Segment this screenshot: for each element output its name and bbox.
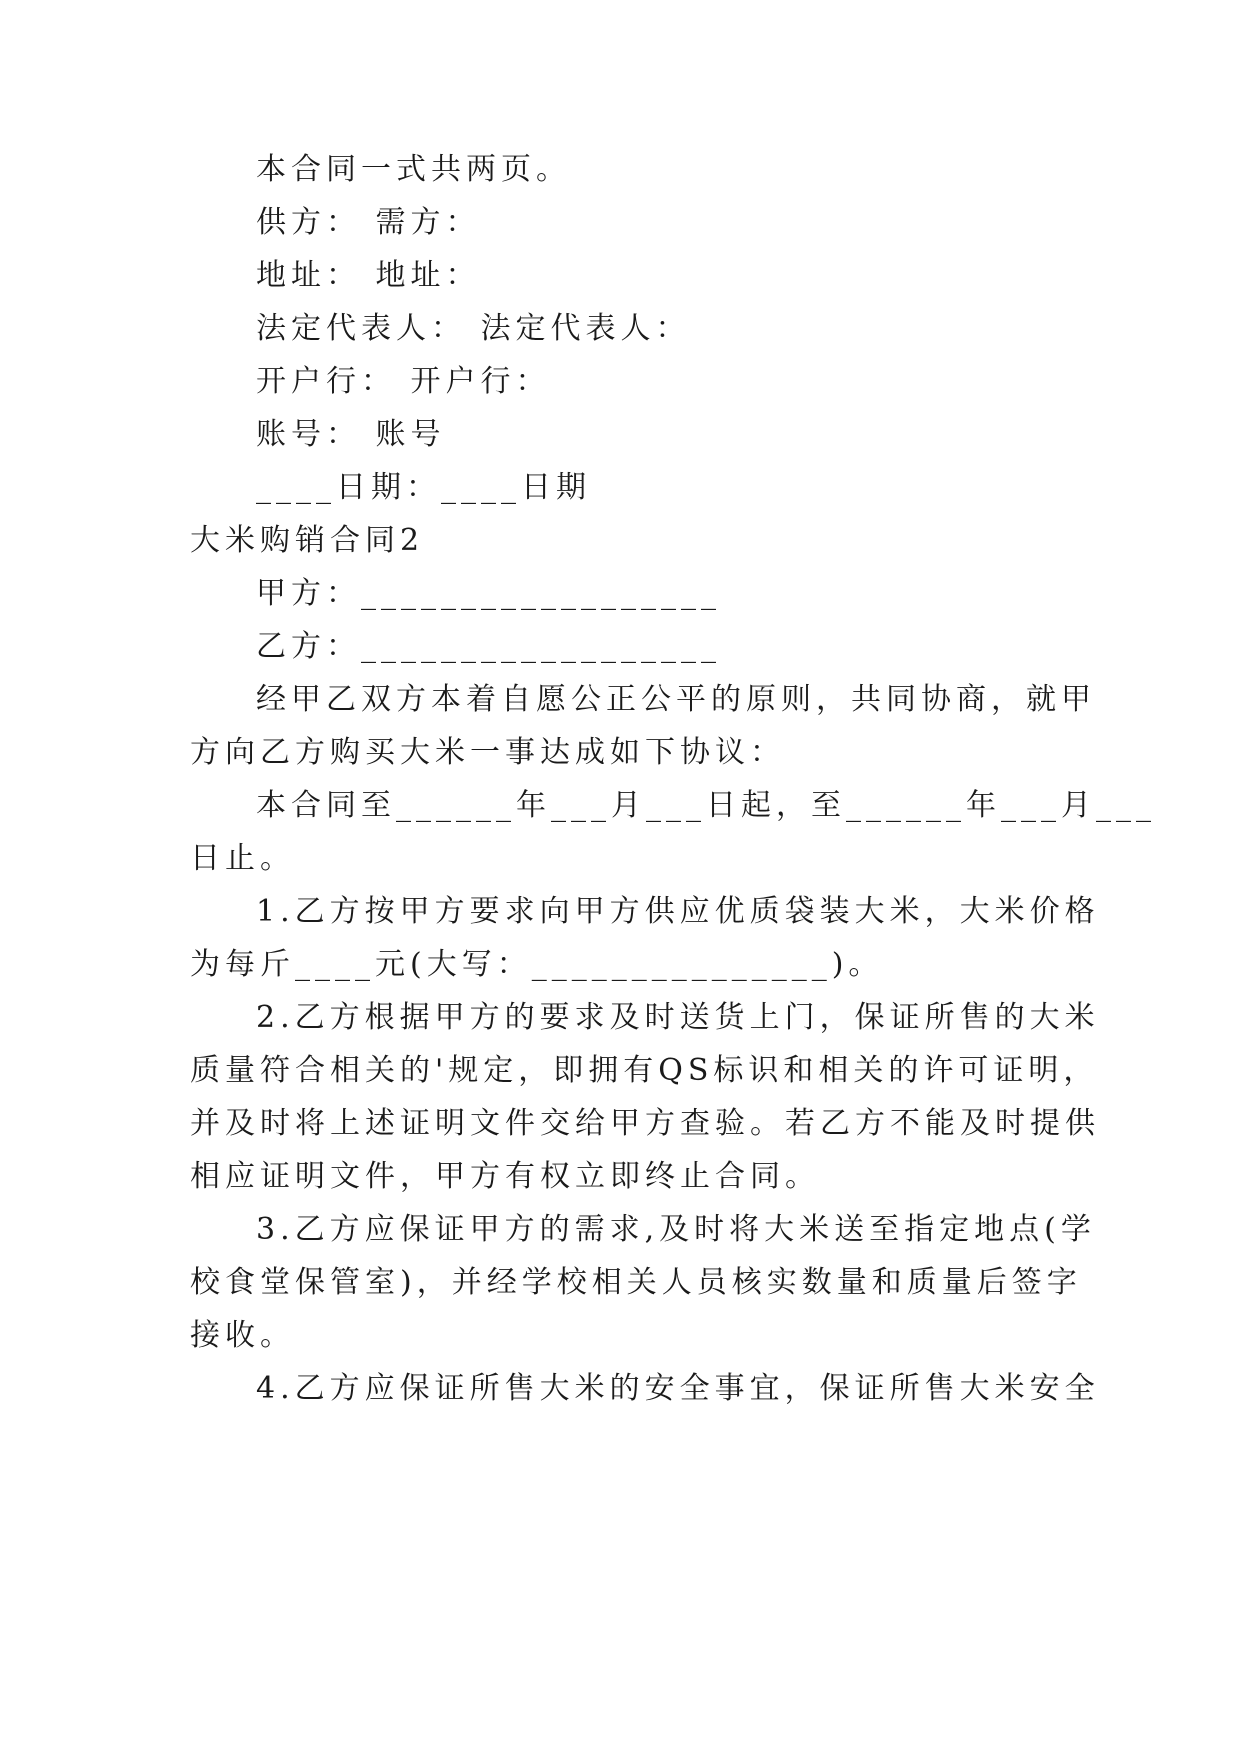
clause-2-line-1: 2.乙方根据甲方的要求及时送货上门，保证所售的大米	[256, 1000, 1100, 1035]
clause-1-line-1: 1.乙方按甲方要求向甲方供应优质袋装大米，大米价格	[256, 894, 1100, 929]
term-line-2: 日止。	[190, 841, 295, 876]
bank-line: 开户行： 开户行：	[256, 364, 551, 399]
account-line: 账号： 账号	[256, 417, 446, 452]
preamble-line-2: 方向乙方购买大米一事达成如下协议：	[190, 735, 785, 770]
clause-4-line-1: 4.乙方应保证所售大米的安全事宜，保证所售大米安全	[256, 1371, 1100, 1406]
address-line: 地址： 地址：	[256, 258, 481, 293]
clause-2-line-3: 并及时将上述证明文件交给甲方查验。若乙方不能及时提供	[190, 1106, 1100, 1141]
clause-2-line-2: 质量符合相关的'规定，即拥有QS标识和相关的许可证明，	[190, 1053, 1099, 1088]
party-a-line: 甲方：__________________	[256, 576, 721, 611]
contract-copies-note: 本合同一式共两页。	[256, 152, 571, 187]
party-b-line: 乙方：__________________	[256, 629, 721, 664]
date-line: ____日期：____日期	[256, 470, 591, 505]
clause-3-line-3: 接收。	[190, 1318, 295, 1353]
supplier-buyer-line: 供方： 需方：	[256, 205, 481, 240]
contract-title: 大米购销合同2	[190, 523, 425, 558]
clause-3-line-2: 校食堂保管室)，并经学校相关人员核实数量和质量后签字	[190, 1265, 1082, 1300]
legal-representative-line: 法定代表人： 法定代表人：	[256, 311, 691, 346]
clause-1-line-2: 为每斤____元(大写：_______________)。	[190, 947, 884, 982]
clause-3-line-1: 3.乙方应保证甲方的需求,及时将大米送至指定地点(学	[256, 1212, 1096, 1247]
clause-2-line-4: 相应证明文件，甲方有权立即终止合同。	[190, 1159, 820, 1194]
preamble-line-1: 经甲乙双方本着自愿公正公平的原则，共同协商，就甲	[256, 682, 1096, 717]
term-line-1: 本合同至______年___月___日起，至______年___月___	[256, 788, 1156, 823]
